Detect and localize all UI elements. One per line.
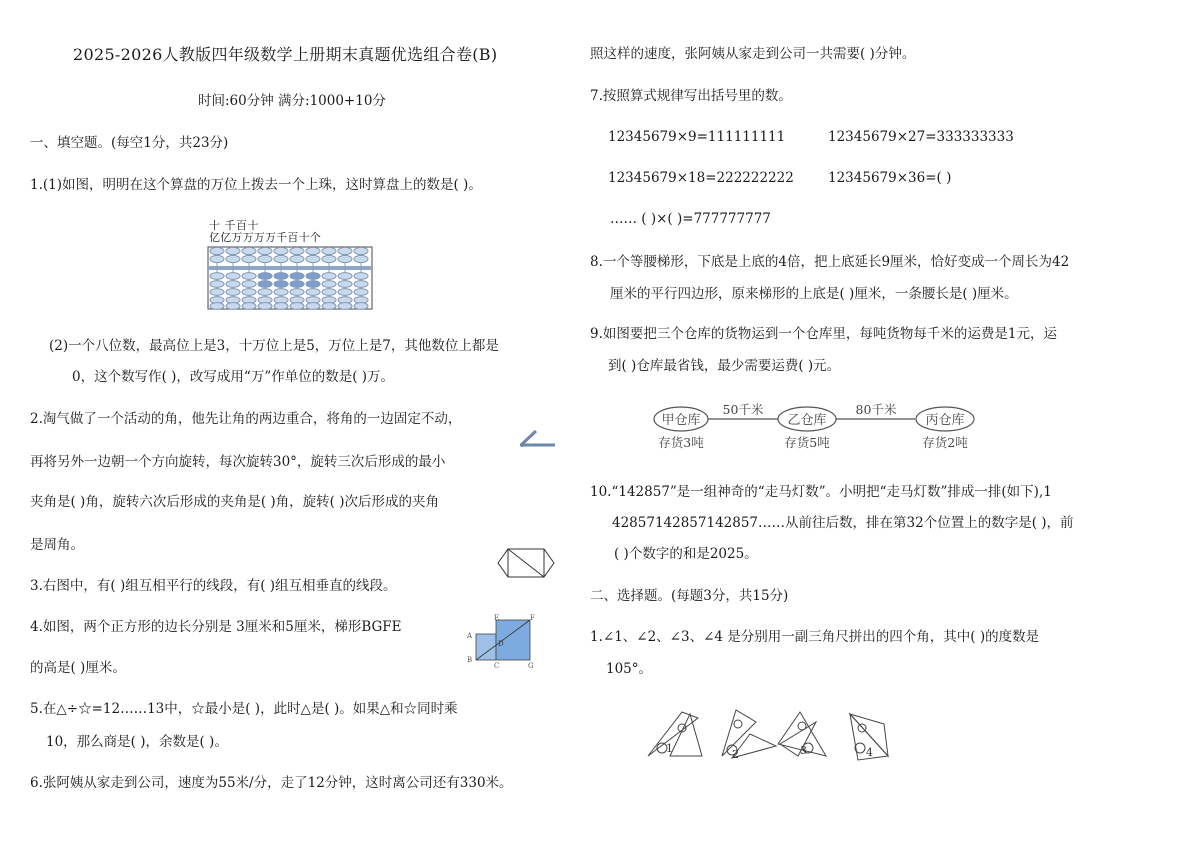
label-a: A: [467, 632, 473, 640]
label-d: D: [498, 640, 504, 648]
abacus-bead: [322, 303, 336, 310]
abacus-bead: [354, 303, 368, 310]
abacus-bead: [322, 247, 336, 254]
abacus-bead: [306, 303, 320, 310]
abacus-bead: [290, 281, 304, 288]
warehouse-diagram: [648, 398, 980, 454]
angle-2-figure: [722, 710, 776, 758]
abacus-bead: [322, 273, 336, 280]
angle-label-3: 3: [800, 744, 807, 757]
abacus-bead: [338, 281, 352, 288]
abacus-bead: [226, 281, 240, 288]
q10-line3: ( )个数字的和是2025。: [614, 546, 758, 562]
section2-heading: 二、选择题。(每题3分，共15分): [590, 588, 789, 604]
label-g: G: [528, 662, 534, 668]
q9-line1: 9.如图要把三个仓库的货物运到一个仓库里，每吨货物每千米的运费是1元，运: [590, 326, 1057, 342]
rotating-angle-figure: [518, 425, 558, 451]
abacus-bead: [274, 303, 288, 310]
q6-line1: 6.张阿姨从家走到公司，速度为55米/分，走了12分钟，这时离公司还有330米。: [30, 775, 513, 791]
abacus-bead: [354, 247, 368, 254]
abacus-bead: [290, 273, 304, 280]
abacus-bead: [354, 255, 368, 262]
abacus-bead: [322, 255, 336, 262]
distance-jia-yi: 50千米: [722, 402, 764, 417]
stock-bing: 存货2吨: [922, 435, 968, 450]
abacus-bead: [306, 255, 320, 262]
abacus-bead: [258, 303, 272, 310]
abacus-top-labels: 十 千百十: [209, 219, 259, 232]
angle-1-figure: [648, 712, 702, 756]
q1-part2-line1: (2)一个八位数，最高位上是3，十万位上是5，万位上是7，其他数位上都是: [49, 338, 499, 354]
abacus-bead: [242, 255, 256, 262]
abacus-bead: [306, 273, 320, 280]
page-title: 2025-2026人教版四年级数学上册期末真题优选组合卷(B): [73, 45, 498, 64]
q10-line1: 10.“142857”是一组神奇的“走马灯数”。小明把“走马灯数”排成一排(如下),1: [590, 484, 1052, 500]
q8-line1: 8.一个等腰梯形，下底是上底的4倍，把上底延长9厘米，恰好变成一个周长为42: [590, 254, 1070, 270]
q7-row2-right: 12345679×36=( ): [828, 170, 952, 186]
q7-row2-left: 12345679×18=222222222: [608, 170, 794, 186]
q2-line3: 夹角是( )角，旋转六次后形成的夹角是( )角，旋转( )次后形成的夹角: [30, 494, 439, 510]
q2-line2: 再将另外一边朝一个方向旋转，每次旋转30°，旋转三次后形成的最小: [30, 454, 446, 470]
abacus-bead: [226, 289, 240, 296]
q7-row1-left: 12345679×9=111111111: [608, 129, 786, 145]
section1-heading: 一、填空题。(每空1分，共23分): [30, 135, 229, 151]
abacus-bead: [338, 255, 352, 262]
q5-line2: 10，那么商是( )，余数是( )。: [46, 734, 228, 750]
q5-line1: 5.在△÷☆=12……13中，☆最小是( )，此时△是( )。如果△和☆同时乘: [30, 701, 458, 717]
stock-jia: 存货3吨: [658, 435, 704, 450]
label-e: E: [494, 614, 500, 622]
abacus-bead: [338, 273, 352, 280]
abacus-bead: [274, 289, 288, 296]
abacus-bead: [242, 289, 256, 296]
abacus-bead: [306, 247, 320, 254]
q2-line4: 是周角。: [30, 537, 84, 553]
label-f: F: [530, 614, 535, 622]
abacus-bead: [242, 273, 256, 280]
warehouse-bing: 丙仓库: [925, 413, 965, 428]
abacus-bead: [210, 303, 224, 310]
abacus-bead: [322, 289, 336, 296]
abacus-bead: [258, 273, 272, 280]
abacus-bead: [354, 273, 368, 280]
abacus-bead: [306, 289, 320, 296]
stock-yi: 存货5吨: [784, 435, 830, 450]
abacus-bead: [258, 247, 272, 254]
s2-q1-line2: 105°。: [606, 661, 653, 677]
q7-row1-right: 12345679×27=333333333: [828, 129, 1014, 145]
angle-label-4: 4: [866, 746, 873, 759]
abacus-figure: [207, 246, 373, 310]
q8-line2: 厘米的平行四边形，原来梯形的上底是( )厘米，一条腰长是( )厘米。: [610, 286, 1018, 302]
abacus-bead: [258, 289, 272, 296]
abacus-bead: [274, 255, 288, 262]
abacus-bead: [338, 289, 352, 296]
label-b: B: [467, 656, 473, 664]
abacus-bead: [290, 255, 304, 262]
abacus-place-labels: 亿亿万万万万千百十个: [209, 231, 321, 244]
abacus-bead: [226, 255, 240, 262]
abacus-bead: [290, 247, 304, 254]
abacus-bead: [210, 289, 224, 296]
q4-line2: 的高是( )厘米。: [30, 660, 126, 676]
abacus-bead: [210, 273, 224, 280]
abacus-bead: [258, 281, 272, 288]
abacus-bead: [274, 247, 288, 254]
abacus-bead: [242, 247, 256, 254]
q1-part2-line2: 0，这个数写作( )，改写成用“万”作单位的数是( )万。: [72, 369, 395, 385]
abacus-bead: [338, 303, 352, 310]
warehouse-jia: 甲仓库: [661, 413, 701, 428]
q3-lines-figure: [496, 547, 558, 579]
abacus-bead: [290, 289, 304, 296]
abacus-bead: [242, 303, 256, 310]
abacus-bead: [226, 247, 240, 254]
abacus-bead: [338, 247, 352, 254]
q1-part1: 1.(1)如图，明明在这个算盘的万位上拨去一个上珠，这时算盘上的数是( )。: [30, 177, 482, 193]
warehouse-yi: 乙仓库: [787, 413, 827, 428]
abacus-bead: [242, 281, 256, 288]
angle-label-1: 1: [666, 742, 673, 755]
s2-q1-line1: 1.∠1、∠2、∠3、∠4 是分别用一副三角尺拼出的四个角，其中( )的度数是: [590, 629, 1040, 645]
angles-figure: [640, 704, 896, 764]
q3-text: 3.右图中，有( )组互相平行的线段，有( )组互相垂直的线段。: [30, 578, 397, 594]
q7-text: 7.按照算式规律写出括号里的数。: [590, 88, 792, 104]
q9-line2: 到( )仓库最省钱，最少需要运费( )元。: [608, 358, 841, 374]
q2-line1: 2.淘气做了一个活动的角，他先让角的两边重合，将角的一边固定不动，: [30, 411, 462, 427]
exam-time-score: 时间:60分钟 满分:1000+10分: [198, 93, 386, 109]
distance-yi-bing: 80千米: [855, 402, 897, 417]
q10-line2: 42857142857142857……从前往后数，排在第32个位置上的数字是( )，前: [612, 515, 1074, 531]
abacus-bead: [290, 303, 304, 310]
abacus-bead: [226, 303, 240, 310]
abacus-bead: [210, 255, 224, 262]
abacus-bead: [210, 281, 224, 288]
abacus-bead: [322, 281, 336, 288]
abacus-bead: [226, 273, 240, 280]
abacus-bead: [274, 281, 288, 288]
abacus-bead: [354, 289, 368, 296]
abacus-bead: [274, 273, 288, 280]
q4-line1: 4.如图，两个正方形的边长分别是 3厘米和5厘米，梯形BGFE: [30, 619, 402, 635]
q4-squares-figure: [464, 612, 536, 668]
q6-line2: 照这样的速度，张阿姨从家走到公司一共需要( )分钟。: [590, 46, 916, 62]
abacus-bead: [306, 281, 320, 288]
abacus-bead: [354, 281, 368, 288]
angle-label-2: 2: [732, 748, 739, 761]
abacus-bead: [258, 255, 272, 262]
abacus-bead: [210, 247, 224, 254]
q7-row3: …… ( )×( )=777777777: [610, 211, 771, 227]
label-c: C: [494, 662, 500, 668]
